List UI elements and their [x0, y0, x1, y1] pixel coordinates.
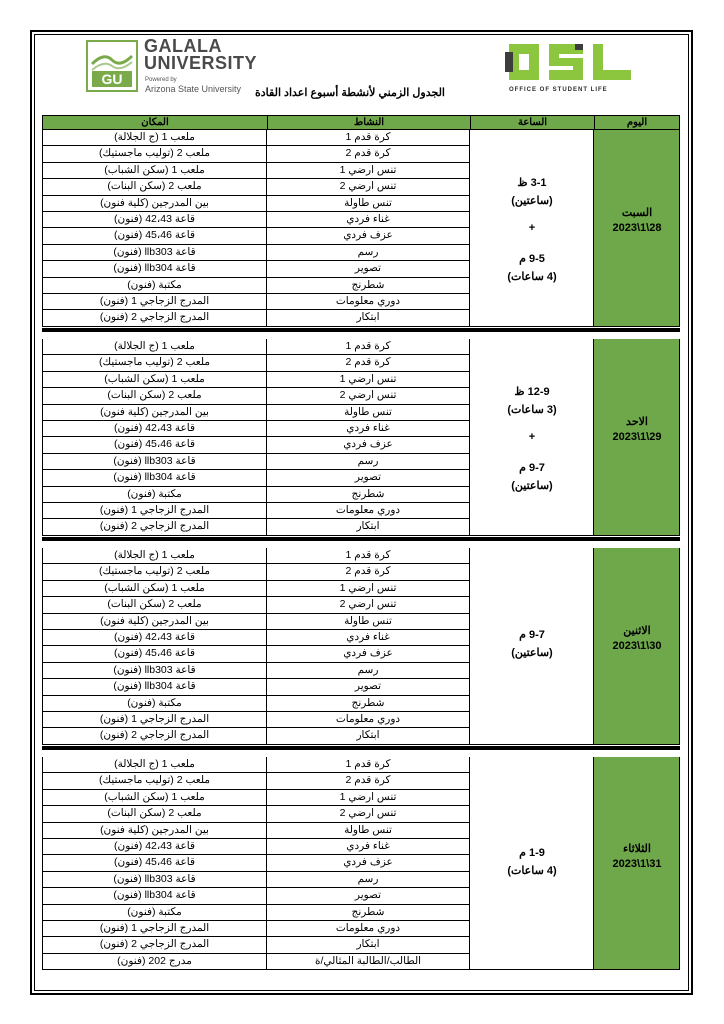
location-cell: ملعب 2 (سكن البنات) [42, 806, 267, 822]
activity-cell: شطرنج [267, 905, 470, 921]
time-text: (4 ساعات) [507, 271, 557, 284]
location-cell: قاعة llb304 (فنون) [42, 470, 267, 486]
activity-cell: دوري معلومات [267, 503, 470, 519]
activity-cell: الطالب/الطالبة المثالي/ة [267, 954, 470, 970]
location-cell: المدرج الزجاجي 1 (فنون) [42, 712, 267, 728]
time-text: (3 ساعات) [507, 404, 557, 417]
location-cell: بين المدرجين (كلية فنون) [42, 405, 267, 421]
activity-cell: تصوير [267, 679, 470, 695]
activity-cell: كرة قدم 1 [267, 548, 470, 564]
day-name: السبت [621, 207, 653, 220]
activity-cell: تنس ارضي 2 [267, 597, 470, 613]
location-cell: المدرج الزجاجي 2 (فنون) [42, 310, 267, 326]
day-cell [594, 757, 680, 970]
location-cell: قاعة 42،43 (فنون) [42, 421, 267, 437]
time-text: (ساعتين) [511, 647, 553, 660]
powered-by-text: Powered by [145, 77, 177, 83]
activity-cell: عزف فردي [267, 437, 470, 453]
location-cell: ملعب 1 (سكن الشباب) [42, 372, 267, 388]
activity-cell: شطرنج [267, 278, 470, 294]
header-activity: النشاط [267, 115, 471, 130]
location-cell: ملعب 1 (ج الجلالة) [42, 757, 267, 773]
time-text: 3-1 ظ [517, 177, 547, 190]
time-text: 1-9 م [519, 846, 545, 859]
activity-cell: رسم [267, 663, 470, 679]
activity-cell: دوري معلومات [267, 921, 470, 937]
location-cell: قاعة llb303 (فنون) [42, 454, 267, 470]
osl-logo [505, 40, 635, 84]
day-date: 2023\1\31 [612, 857, 662, 870]
activity-cell: كرة قدم 1 [267, 339, 470, 355]
location-cell: قاعة 42،43 (فنون) [42, 630, 267, 646]
activity-cell: تنس ارضي 1 [267, 372, 470, 388]
activity-cell: رسم [267, 245, 470, 261]
day-name: الاحد [626, 416, 648, 429]
activity-cell: تنس ارضي 1 [267, 790, 470, 806]
location-cell: ملعب 1 (سكن الشباب) [42, 790, 267, 806]
day-name: الاثنين [623, 625, 651, 638]
location-cell: مكتبة (فنون) [42, 278, 267, 294]
time-cell [470, 130, 594, 327]
location-cell: قاعة llb303 (فنون) [42, 245, 267, 261]
plus-sign: + [528, 431, 536, 444]
activity-cell: شطرنج [267, 696, 470, 712]
location-cell: ملعب 2 (سكن البنات) [42, 597, 267, 613]
block-separator [42, 746, 680, 750]
osl-caption: OFFICE OF STUDENT LIFE [509, 87, 608, 93]
header-day: اليوم [594, 115, 680, 130]
header-time: الساعة [470, 115, 595, 130]
location-cell: مكتبة (فنون) [42, 696, 267, 712]
activity-cell: تنس طاولة [267, 405, 470, 421]
activity-cell: كرة قدم 2 [267, 355, 470, 371]
activity-cell: ابتكار [267, 937, 470, 953]
location-cell: قاعة llb303 (فنون) [42, 663, 267, 679]
location-cell: مكتبة (فنون) [42, 905, 267, 921]
activity-cell: ابتكار [267, 728, 470, 744]
location-cell: قاعة 42،43 (فنون) [42, 839, 267, 855]
activity-cell: دوري معلومات [267, 712, 470, 728]
activity-cell: كرة قدم 2 [267, 773, 470, 789]
location-cell: المدرج الزجاجي 2 (فنون) [42, 937, 267, 953]
activity-cell: تنس ارضي 2 [267, 179, 470, 195]
activity-cell: شطرنج [267, 487, 470, 503]
location-cell: ملعب 1 (ج الجلالة) [42, 130, 267, 146]
day-block [42, 548, 680, 745]
time-cell [470, 548, 594, 745]
time-text: 12-9 ظ [514, 386, 550, 399]
day-cell [594, 130, 680, 327]
location-cell: قاعة 45،46 (فنون) [42, 228, 267, 244]
location-cell: مكتبة (فنون) [42, 487, 267, 503]
location-cell: المدرج الزجاجي 1 (فنون) [42, 503, 267, 519]
location-cell: قاعة llb304 (فنون) [42, 261, 267, 277]
day-cell [594, 548, 680, 745]
activity-cell: رسم [267, 872, 470, 888]
activity-cell: رسم [267, 454, 470, 470]
activity-cell: غناء فردي [267, 630, 470, 646]
activity-cell: تنس طاولة [267, 196, 470, 212]
location-cell: بين المدرجين (كلية فنون) [42, 614, 267, 630]
day-block [42, 130, 680, 327]
activity-cell: تصوير [267, 470, 470, 486]
activity-cell: ابتكار [267, 310, 470, 326]
galala-logo-mark: GU [86, 40, 138, 92]
activity-cell: تصوير [267, 261, 470, 277]
activity-cell: عزف فردي [267, 228, 470, 244]
time-text: 9-7 م [519, 629, 545, 642]
activity-cell: تنس ارضي 1 [267, 163, 470, 179]
day-date: 2023\1\29 [612, 431, 662, 444]
location-cell: مدرج 202 (فنون) [42, 954, 267, 970]
location-cell: ملعب 2 (سكن البنات) [42, 388, 267, 404]
location-cell: ملعب 2 (توليب ماجستيك) [42, 773, 267, 789]
activity-cell: غناء فردي [267, 839, 470, 855]
activity-cell: كرة قدم 2 [267, 146, 470, 162]
document-title: الجدول الزمني لأنشطة أسبوع اعداد القادة [255, 87, 445, 99]
location-cell: ملعب 2 (توليب ماجستيك) [42, 146, 267, 162]
activity-cell: تصوير [267, 888, 470, 904]
location-cell: بين المدرجين (كلية فنون) [42, 823, 267, 839]
block-separator [42, 537, 680, 541]
activity-cell: دوري معلومات [267, 294, 470, 310]
day-name: الثلاثاء [623, 842, 651, 855]
activity-cell: تنس ارضي 2 [267, 388, 470, 404]
block-separator [42, 328, 680, 332]
day-date: 2023\1\30 [612, 640, 662, 653]
location-cell: ملعب 1 (سكن الشباب) [42, 581, 267, 597]
activity-cell: كرة قدم 2 [267, 564, 470, 580]
header-location: المكان [42, 115, 268, 130]
time-cell [470, 339, 594, 536]
activity-cell: غناء فردي [267, 212, 470, 228]
university-name: GALALA UNIVERSITY [144, 36, 258, 73]
activity-cell: عزف فردي [267, 855, 470, 871]
activity-cell: ابتكار [267, 519, 470, 535]
location-cell: ملعب 1 (سكن الشباب) [42, 163, 267, 179]
day-date: 2023\1\28 [612, 222, 662, 235]
activity-cell: كرة قدم 1 [267, 130, 470, 146]
location-cell: ملعب 2 (توليب ماجستيك) [42, 564, 267, 580]
location-cell: المدرج الزجاجي 1 (فنون) [42, 921, 267, 937]
activity-cell: غناء فردي [267, 421, 470, 437]
time-text: 9-7 م [519, 462, 545, 475]
activity-cell: تنس ارضي 2 [267, 806, 470, 822]
location-cell: بين المدرجين (كلية فنون) [42, 196, 267, 212]
day-block [42, 339, 680, 536]
location-cell: قاعة llb304 (فنون) [42, 888, 267, 904]
plus-sign: + [528, 222, 536, 235]
activity-cell: كرة قدم 1 [267, 757, 470, 773]
activity-cell: تنس ارضي 1 [267, 581, 470, 597]
location-cell: ملعب 2 (سكن البنات) [42, 179, 267, 195]
time-cell [470, 757, 594, 970]
location-cell: ملعب 1 (ج الجلالة) [42, 548, 267, 564]
activity-cell: عزف فردي [267, 646, 470, 662]
location-cell: قاعة 45،46 (فنون) [42, 646, 267, 662]
location-cell: قاعة 45،46 (فنون) [42, 437, 267, 453]
time-text: (4 ساعات) [507, 864, 557, 877]
activity-cell: تنس طاولة [267, 823, 470, 839]
location-cell: المدرج الزجاجي 2 (فنون) [42, 519, 267, 535]
location-cell: قاعة 42،43 (فنون) [42, 212, 267, 228]
time-text: (ساعتين) [511, 480, 553, 493]
activity-cell: تنس طاولة [267, 614, 470, 630]
location-cell: المدرج الزجاجي 1 (فنون) [42, 294, 267, 310]
location-cell: قاعة llb303 (فنون) [42, 872, 267, 888]
day-cell [594, 339, 680, 536]
partner-name: Arizona State University [145, 84, 242, 94]
day-block [42, 757, 680, 970]
time-text: 9-5 م [519, 253, 545, 266]
location-cell: قاعة 45،46 (فنون) [42, 855, 267, 871]
location-cell: المدرج الزجاجي 2 (فنون) [42, 728, 267, 744]
location-cell: ملعب 1 (ج الجلالة) [42, 339, 267, 355]
location-cell: قاعة llb304 (فنون) [42, 679, 267, 695]
location-cell: ملعب 2 (توليب ماجستيك) [42, 355, 267, 371]
time-text: (ساعتين) [511, 195, 553, 208]
